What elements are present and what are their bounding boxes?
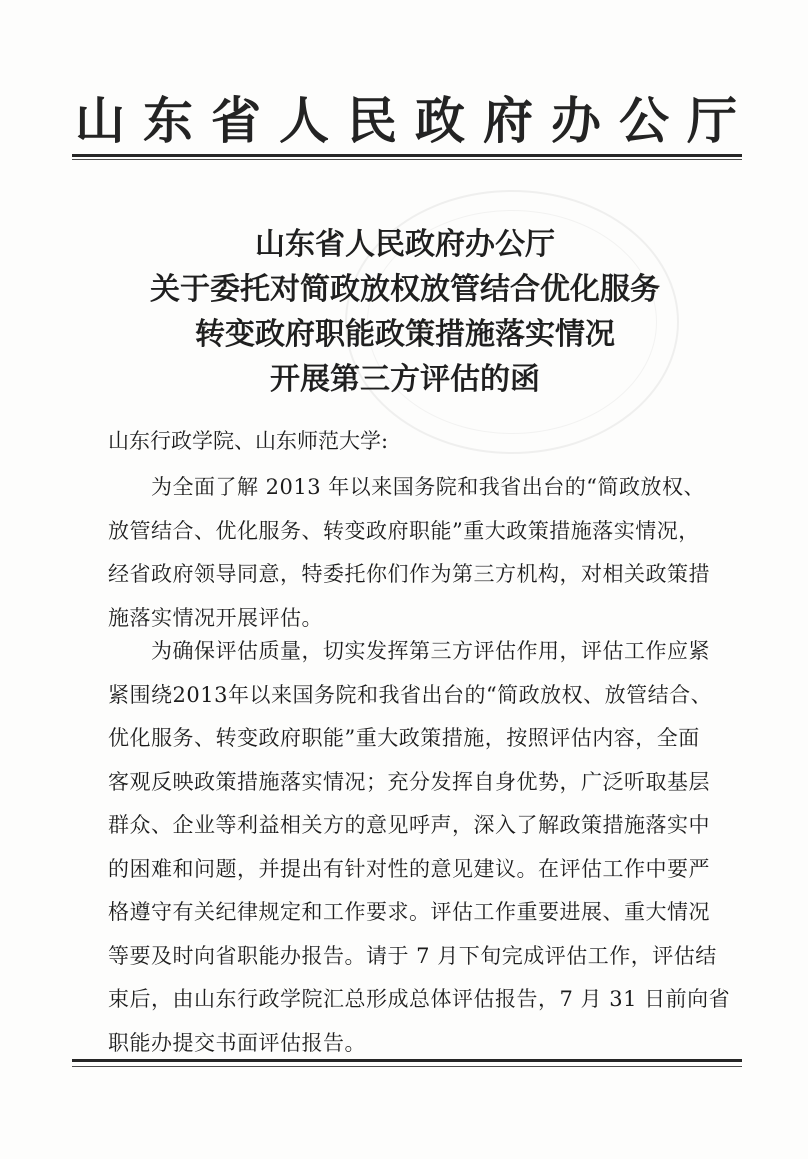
- issuing-authority-header: [72, 82, 740, 152]
- title-line: 山东省人民政府办公厅: [255, 227, 555, 262]
- header-char: 府: [483, 91, 533, 150]
- text-line: 紧围绕2013年以来国务院和我省出台的“简政放权、放管结合、: [108, 682, 713, 707]
- title-line: 开展第三方评估的函: [270, 362, 540, 397]
- header-char: 政: [415, 91, 465, 150]
- text-line: 格遵守有关纪律规定和工作要求。评估工作重要进展、重大情况: [108, 900, 710, 924]
- text-line: 群众、企业等利益相关方的意见呼声，深入了解政策措施落实中: [108, 813, 710, 837]
- body-paragraph-1: [108, 466, 716, 640]
- text-line: 放管结合、优化服务、转变政府职能”重大政策措施落实情况，: [108, 518, 700, 543]
- addressee: 山东行政学院、山东师范大学:: [108, 429, 389, 453]
- text-line: 职能办提交书面评估报告。: [108, 1030, 366, 1055]
- text-line: 为全面了解 2013 年以来国务院和我省出台的“简政放权、: [108, 475, 706, 499]
- text-line: 优化服务、转变政府职能”重大政策措施，按照评估内容，全面: [108, 726, 700, 750]
- text-line: 客观反映政策措施落实情况；充分发挥自身优势，广泛听取基层: [108, 769, 710, 794]
- title-line: 转变政府职能政策措施落实情况: [195, 317, 615, 352]
- header-char: 省: [211, 91, 261, 150]
- title-line: 关于委托对简政放权放管结合优化服务: [150, 272, 660, 307]
- header-char: 人: [279, 91, 329, 150]
- header-char: 山: [75, 91, 125, 150]
- header-divider-thin: [72, 159, 742, 160]
- header-char: 办: [551, 91, 601, 150]
- document-title: [60, 222, 750, 402]
- header-divider-thick: [72, 154, 742, 157]
- body-paragraph-2: [108, 630, 731, 1065]
- text-line: 的困难和问题，并提出有针对性的意见建议。在评估工作中要严: [108, 856, 710, 881]
- footer-divider-thin: [72, 1066, 742, 1067]
- header-char: 厅: [687, 91, 737, 150]
- text-line: 经省政府领导同意，特委托你们作为第三方机构，对相关政策措: [108, 562, 710, 586]
- header-char: 东: [143, 91, 193, 150]
- text-line: 等要及时向省职能办报告。请于 7 月下旬完成评估工作，评估结: [108, 943, 717, 968]
- text-line: 施落实情况开展评估。: [108, 605, 323, 630]
- header-char: 公: [619, 91, 669, 150]
- text-line: 为确保评估质量，切实发挥第三方评估作用，评估工作应紧: [108, 639, 710, 663]
- text-line: 束后，由山东行政学院汇总形成总体评估报告，7 月 31 日前向省: [108, 987, 731, 1011]
- header-char: 民: [347, 91, 397, 150]
- footer-divider-thick: [72, 1059, 742, 1062]
